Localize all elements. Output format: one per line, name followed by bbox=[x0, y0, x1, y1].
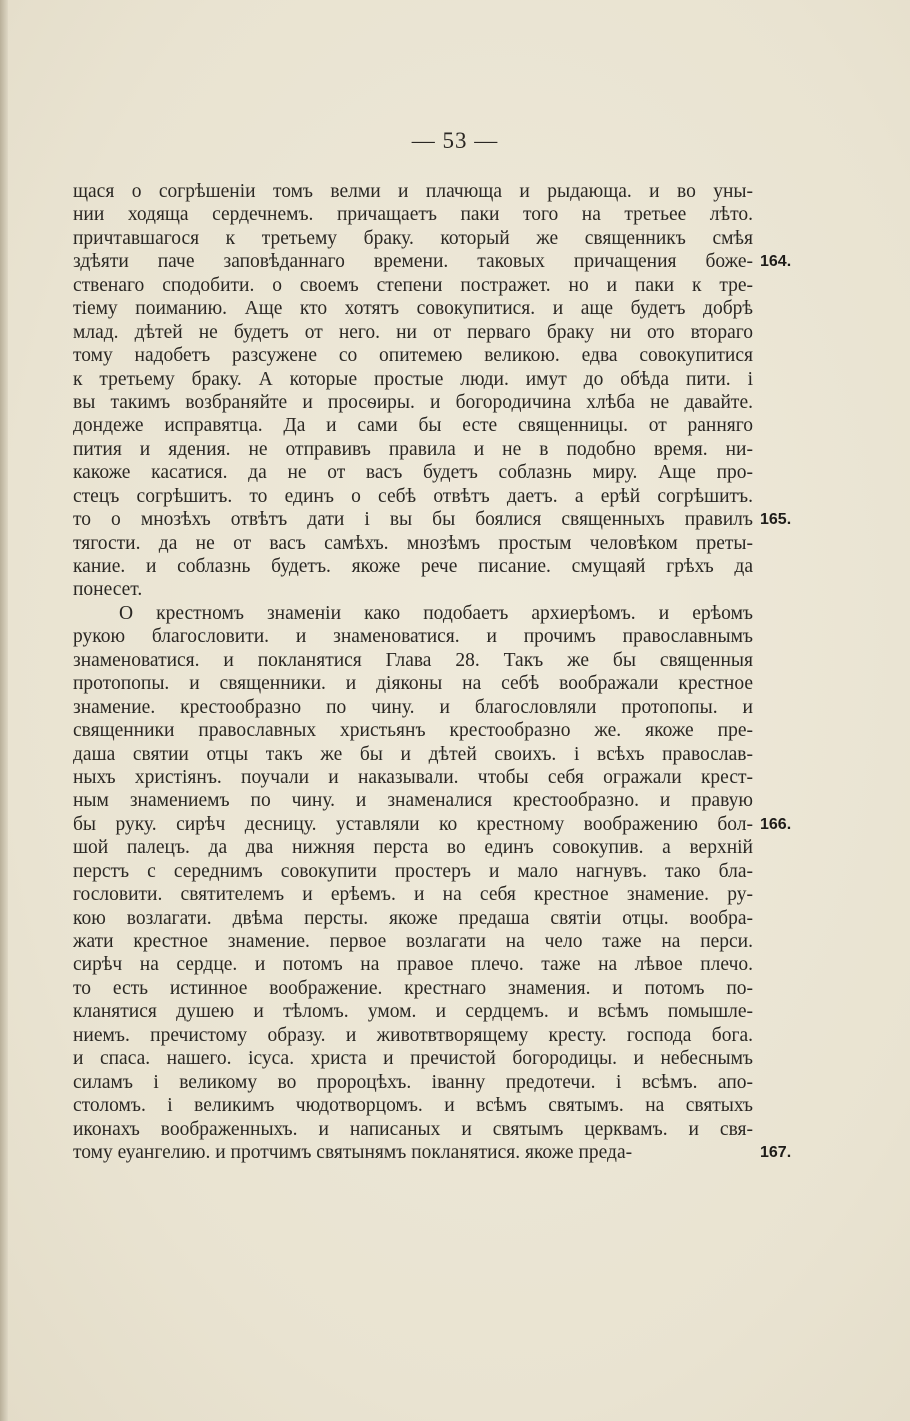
text-line: столомъ. i великимъ чюдотворцомъ. и всѣмъ святымъ. на святыхъ bbox=[73, 1095, 753, 1117]
text-line: дондеже исправятца. Да и сами бы есте священницы. от ранняго bbox=[73, 415, 753, 437]
text-line: то есть истинное воображение. крестнаго знамения. и потомъ по- bbox=[73, 977, 753, 999]
text-line: протопопы. и священники. и дiяконы на себѣ воображали крестное bbox=[73, 673, 753, 695]
text-line: ниемъ. пречистому образу. и животвтворящему кресту. господа бога. bbox=[73, 1024, 753, 1046]
text-line: шой палецъ. да два нижняя перста во единъ совокупив. а верхнiй bbox=[73, 837, 753, 859]
text-line: перстъ с середнимъ совокупити простеръ и мало нагнувъ. тако бла- bbox=[73, 860, 753, 882]
text-line: какоже касатися. да не от васъ будетъ соблазнь миру. Аще про- bbox=[73, 462, 753, 484]
text-line: причтавшагося к третьему браку. который же священникъ смѣя bbox=[73, 227, 753, 249]
text-line: щася о согрѣшенiи томъ велми и плачюща и рыдающа. и во уны- bbox=[73, 181, 753, 202]
text-line: кланятися душею и тѣломъ. умом. и сердцемъ. и всѣмъ помышле- bbox=[73, 1001, 753, 1023]
margin-note-number: 164. bbox=[760, 253, 792, 271]
text-line: знаменоватися. и покланятися Глава 28. Такъ же бы священныя bbox=[73, 649, 753, 671]
text-line: пития и ядения. не отправивъ правила и не в подобно время. ни- bbox=[73, 438, 753, 460]
text-line: вы такимъ возбраняйте и просѳиры. и богородичина хлѣба не давайте. bbox=[73, 391, 753, 413]
text-line: тiему поиманию. Аще кто хотятъ совокупитися. и аще будетъ добрѣ bbox=[73, 298, 753, 320]
text-line: знамение. крестообразно по чину. и благословляли протопопы. и bbox=[73, 696, 753, 718]
text-line: нии ходяща сердечнемъ. причащаетъ паки того на третьее лѣто. bbox=[73, 204, 753, 226]
text-line: к третьему браку. А которые простые люди. имут до обѣда пити. i bbox=[73, 368, 753, 390]
text-line: млад. дѣтей не будетъ от него. ни от перваго браку ни ото втораго bbox=[73, 321, 753, 343]
text-line: стецъ согрѣшитъ. то единъ о себѣ отвѣтъ даетъ. а ерѣй согрѣшитъ. bbox=[73, 485, 753, 507]
text-line: ныхъ христiянъ. поучали и наказывали. чтобы себя огражали крест- bbox=[73, 766, 753, 788]
text-line: здѣяти паче заповѣданнаго времени. таковых причащения боже- bbox=[73, 251, 753, 273]
margin-note-number: 165. bbox=[760, 511, 792, 529]
text-line: и спаса. нашего. iсуса. христа и пречистой богородицы. и небеснымъ bbox=[73, 1048, 753, 1070]
text-line: иконахъ воображенныхъ. и написаных и святымъ церквамъ. и свя- bbox=[73, 1118, 753, 1140]
text-line: гословити. святителемъ и ерѣемъ. и на себя крестное знамение. ру- bbox=[73, 884, 753, 906]
text-line: даша святии отцы такъ же бы и дѣтей своихъ. i всѣхъ православ- bbox=[73, 743, 753, 765]
text-line: понесет. bbox=[73, 579, 143, 601]
margin-note-number: 167. bbox=[760, 1144, 792, 1162]
text-line: ным знамениемъ по чину. и знаменалися крестообразно. и правую bbox=[73, 790, 753, 812]
text-line: ственаго сподобити. о своемъ степени постражет. но и паки к тре- bbox=[73, 274, 753, 296]
text-line: О крестномъ знаменiи како подобаетъ архиерѣомъ. и ерѣомъ bbox=[119, 602, 753, 624]
text-line: тягости. да не от васъ самѣхъ. мнозѣмъ простым человѣком преты- bbox=[73, 532, 753, 554]
text-line: сирѣч на сердце. и потомъ на правое плечо. таже на лѣвое плечо. bbox=[73, 954, 753, 976]
text-line: то о мнозѣхъ отвѣтъ дати i вы бы боялися священныхъ правилъ bbox=[73, 509, 753, 531]
text-line: тому еуангелию. и протчимъ святынямъ покланятися. якоже преда- bbox=[73, 1141, 633, 1163]
page-number: — 53 — bbox=[411, 128, 499, 153]
margin-note-number: 166. bbox=[760, 816, 792, 834]
text-line: силамъ i великому во пророцѣхъ. iванну предотечи. i всѣмъ. апо- bbox=[73, 1071, 753, 1093]
page-binding-edge bbox=[0, 0, 8, 1421]
text-line: тому надобетъ разсужене со опитемею великою. едва совокупитися bbox=[73, 345, 753, 367]
body-text bbox=[73, 180, 753, 1164]
text-line: рукою благословити. и знаменоватися. и прочимъ православнымъ bbox=[73, 626, 753, 648]
text-line: кою возлагати. двѣма персты. якоже предаша святiи отцы. вообра- bbox=[73, 907, 753, 929]
text-line: священники православных христьянъ крестообразно же. якоже пре- bbox=[73, 720, 753, 742]
text-line: жати крестное знамение. первое возлагати на чело таже на перси. bbox=[73, 931, 753, 952]
text-line: кание. и соблазнь будетъ. якоже рече писание. смущаяй грѣхъ да bbox=[73, 556, 753, 577]
text-line: бы руку. сирѣч десницу. уставляли ко крестному воображению бол- bbox=[73, 813, 753, 835]
